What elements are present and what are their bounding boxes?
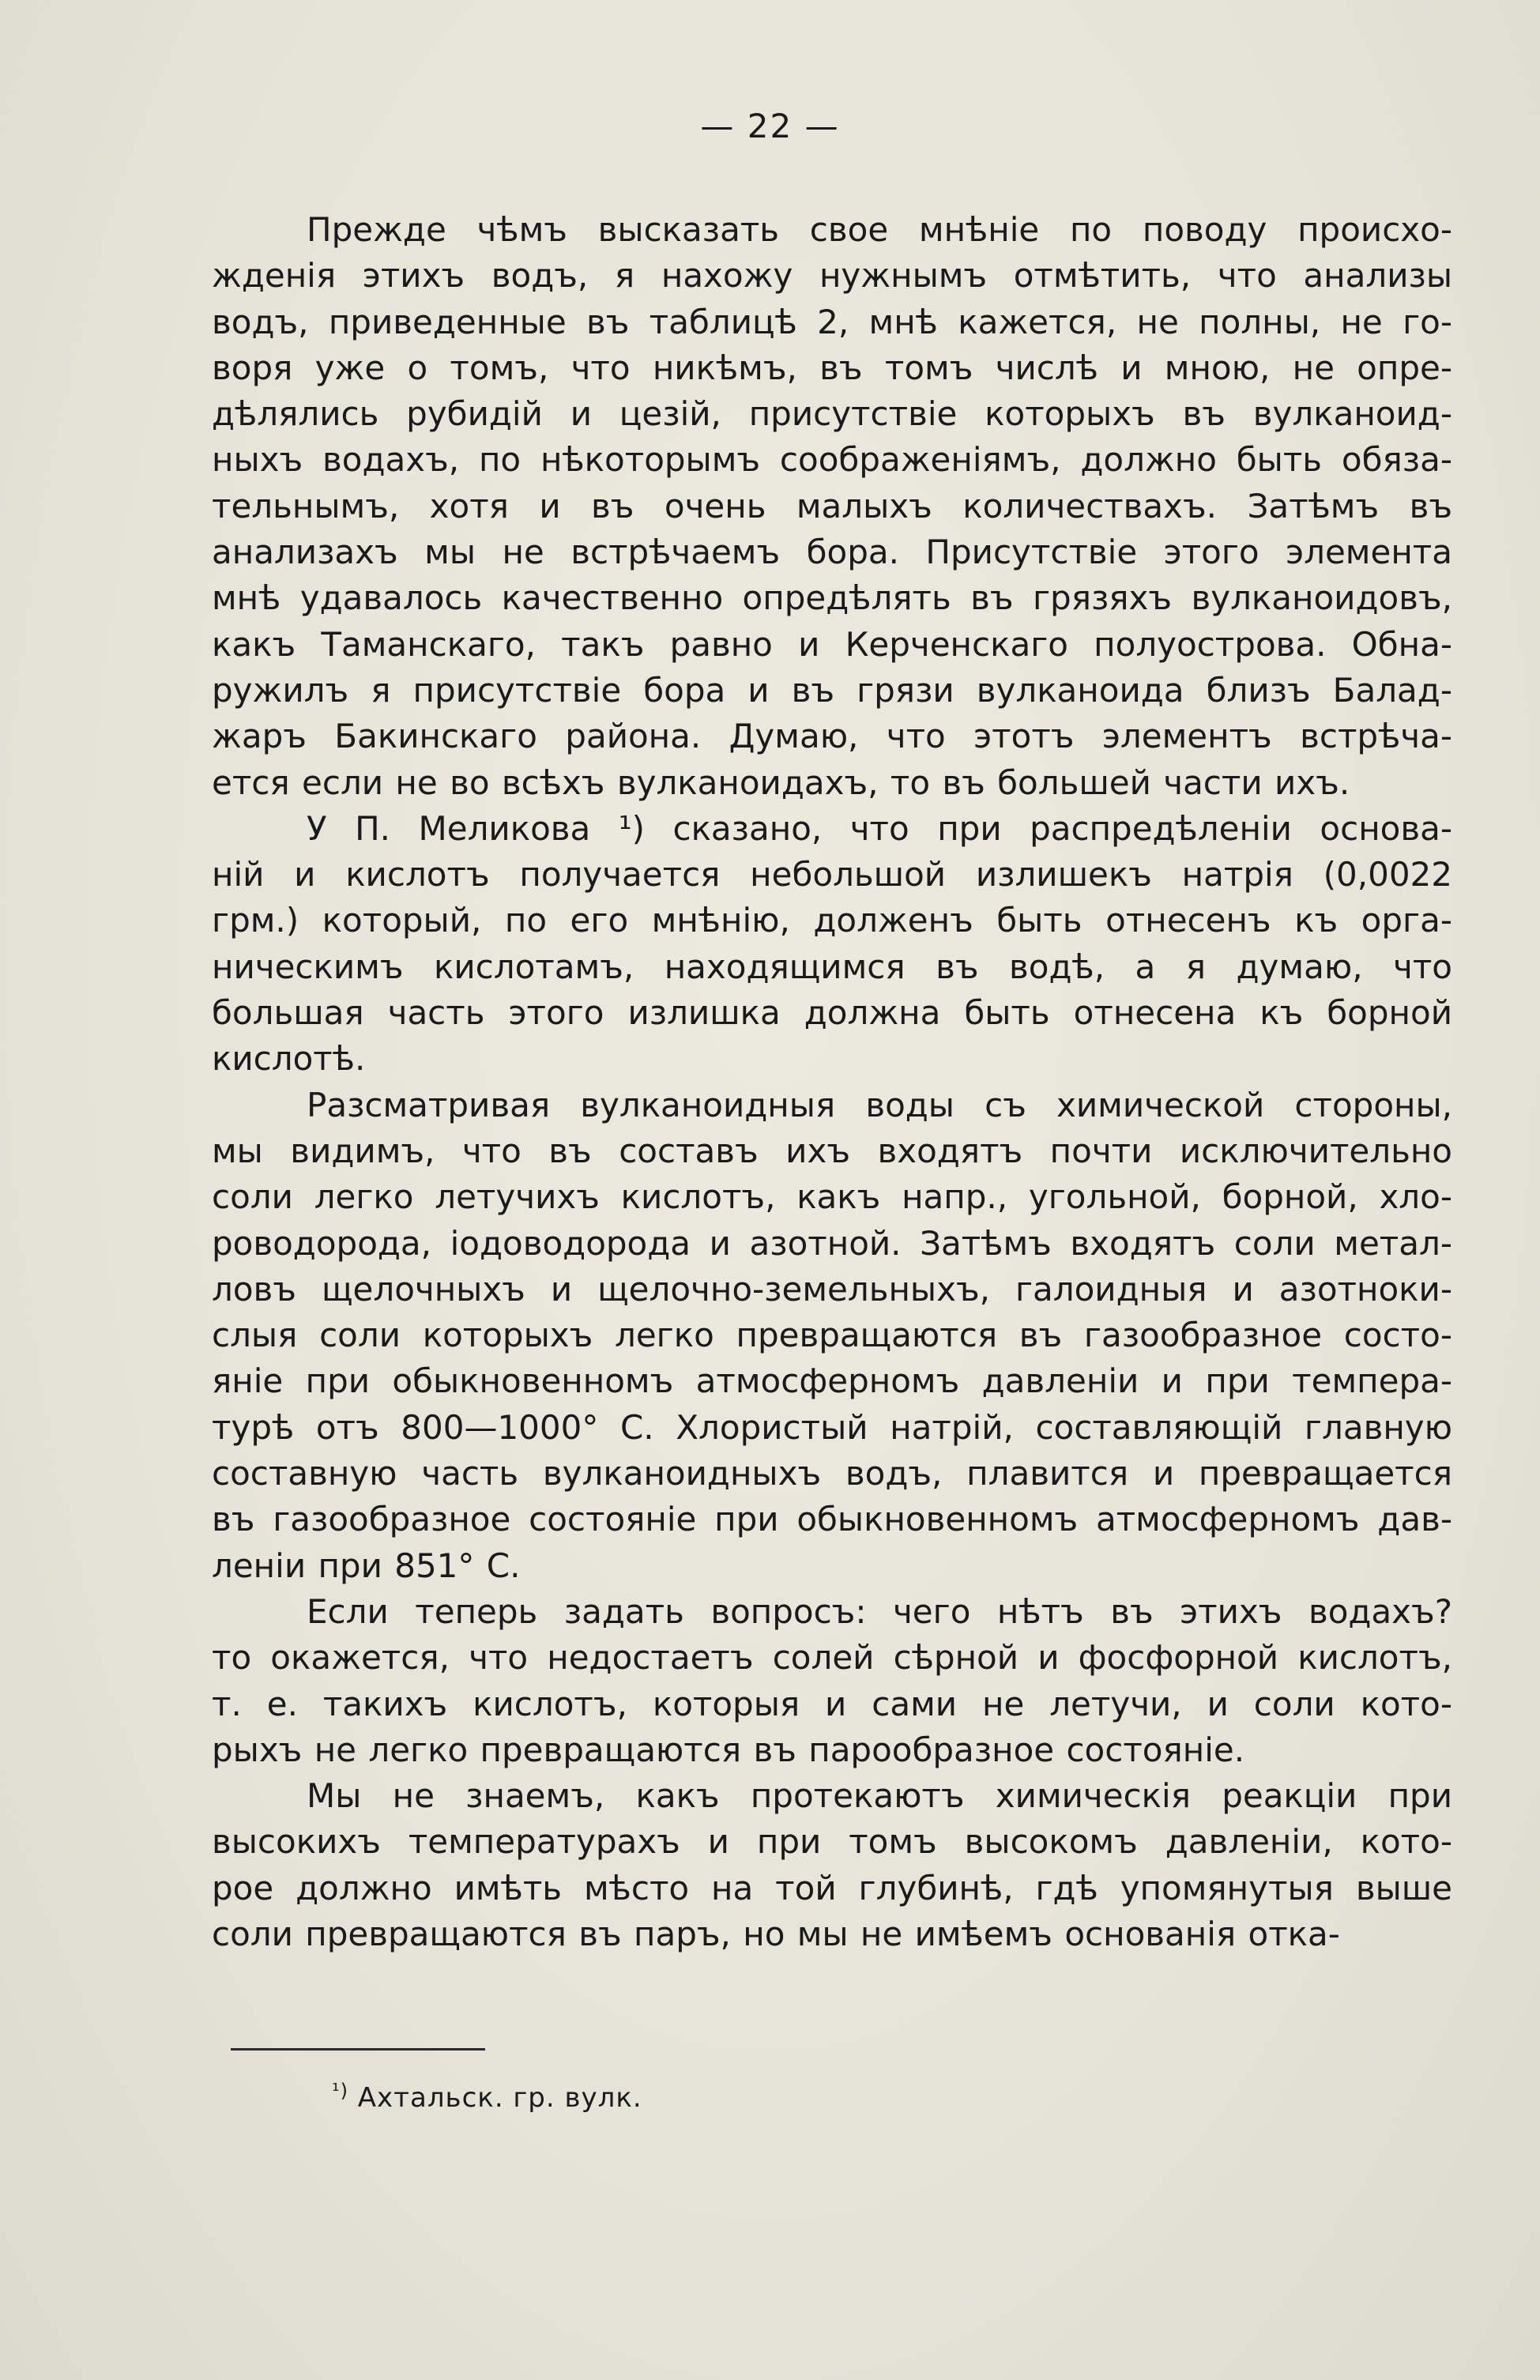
text-line: ныхъ водахъ, по нѣкоторымъ соображеніямъ, должно быть обяза- xyxy=(212,440,1452,480)
text-line: кислотѣ. xyxy=(212,1039,366,1079)
page-number: — 22 — xyxy=(700,107,840,145)
text-line: ется если не во всѣхъ вулканоидахъ, то въ большей части ихъ. xyxy=(212,763,1350,802)
text-line: рыхъ не легко превращаются въ парообразное состояніе. xyxy=(212,1730,1245,1769)
text-line: водъ, приведенные въ таблицѣ 2, мнѣ кажется, не полны, не го- xyxy=(212,302,1452,341)
text-line: ническимъ кислотамъ, находящимся въ водѣ, а я думаю, что xyxy=(212,947,1452,986)
text-line: дѣлялись рубидій и цезій, присутствіе которыхъ въ вулканоид- xyxy=(212,394,1452,434)
paragraph xyxy=(212,806,1452,1083)
text-line: жденія этихъ водъ, я нахожу нужнымъ отмѣтить, что анализы xyxy=(212,256,1452,296)
text-line: ній и кислотъ получается небольшой излишекъ натрія (0,0022 xyxy=(212,855,1452,894)
footnote-divider xyxy=(231,2048,485,2050)
text-line: роводорода, іодоводорода и азотной. Затѣмъ входятъ соли метал- xyxy=(212,1223,1452,1263)
text-line: рое должно имѣть мѣсто на той глубинѣ, гдѣ упомянутыя выше xyxy=(212,1868,1452,1907)
text-line: леніи при 851° С. xyxy=(212,1546,521,1585)
paragraph xyxy=(212,207,1452,806)
text-line: соли легко летучихъ кислотъ, какъ напр., угольной, борной, хло- xyxy=(212,1177,1452,1217)
text-line: У П. Меликова ¹) сказано, что при распредѣленіи основа- xyxy=(307,808,1452,848)
text-line: воря уже о томъ, что никѣмъ, въ томъ числѣ и мною, не опре- xyxy=(212,348,1452,387)
text-line: мы видимъ, что въ составъ ихъ входятъ почти исключительно xyxy=(212,1131,1452,1170)
footnote-text: Ахтальск. гр. вулк. xyxy=(357,2082,642,2114)
text-line: т. е. такихъ кислотъ, которыя и сами не летучи, и соли кото- xyxy=(212,1684,1452,1723)
text-line: какъ Таманскаго, такъ равно и Керченскаго полуострова. Обна- xyxy=(212,624,1452,664)
text-line: въ газообразное состояніе при обыкновенномъ атмосферномъ дав- xyxy=(212,1500,1452,1539)
paragraph xyxy=(212,1589,1452,1773)
text-line: жаръ Бакинскаго района. Думаю, что этотъ элементъ встрѣча- xyxy=(212,717,1452,756)
text-line: анализахъ мы не встрѣчаемъ бора. Присутствіе этого элемента xyxy=(212,533,1452,572)
footnote xyxy=(332,2080,642,2114)
text-line: соли превращаются въ паръ, но мы не имѣемъ основанія отка- xyxy=(212,1914,1340,1953)
text-line: Мы не знаемъ, какъ протекаютъ химическія реакціи при xyxy=(307,1776,1452,1816)
footnote-mark: ¹) xyxy=(332,2080,348,2102)
text-line: турѣ отъ 800—1000° С. Хлористый натрій, составляющій главную xyxy=(212,1407,1452,1447)
text-line: тельнымъ, хотя и въ очень малыхъ количествахъ. Затѣмъ въ xyxy=(212,486,1452,525)
text-line: слыя соли которыхъ легко превращаются въ газообразное состо- xyxy=(212,1316,1452,1355)
body-text xyxy=(212,207,1452,1957)
paragraph xyxy=(212,1773,1452,1957)
text-line: Прежде чѣмъ высказать свое мнѣніе по поводу происхо- xyxy=(307,210,1452,249)
paragraph xyxy=(212,1083,1452,1589)
text-line: составную часть вулканоидныхъ водъ, плавится и превращается xyxy=(212,1454,1452,1493)
text-line: мнѣ удавалось качественно опредѣлять въ грязяхъ вулканоидовъ, xyxy=(212,578,1452,618)
text-line: ловъ щелочныхъ и щелочно-земельныхъ, галоидныя и азотноки- xyxy=(212,1269,1452,1309)
text-line: яніе при обыкновенномъ атмосферномъ давленіи и при темпера- xyxy=(212,1361,1452,1401)
text-line: большая часть этого излишка должна быть отнесена къ борной xyxy=(212,993,1452,1033)
text-line: грм.) который, по его мнѣнію, долженъ быть отнесенъ къ орга- xyxy=(212,901,1452,940)
text-line: то окажется, что недостаетъ солей сѣрной и фосфорной кислотъ, xyxy=(212,1638,1452,1678)
text-line: Если теперь задать вопросъ: чего нѣтъ въ этихъ водахъ? xyxy=(307,1591,1452,1631)
text-line: ружилъ я присутствіе бора и въ грязи вулканоида близъ Балад- xyxy=(212,670,1452,710)
text-line: высокихъ температурахъ и при томъ высокомъ давленіи, кото- xyxy=(212,1822,1452,1862)
text-line: Разсматривая вулканоидныя воды съ химической стороны, xyxy=(307,1085,1452,1124)
